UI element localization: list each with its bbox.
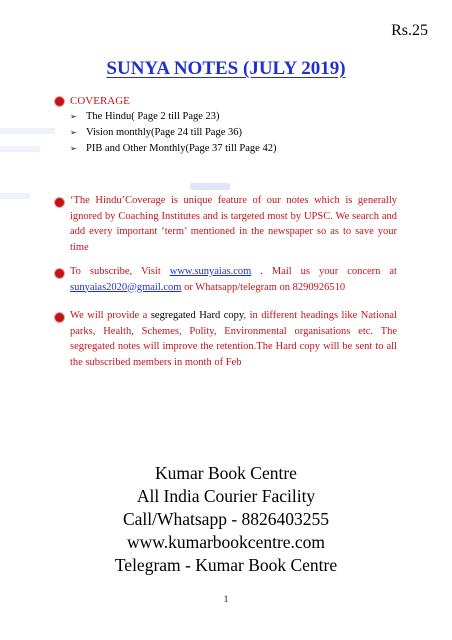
- scan-artifact: [0, 146, 40, 152]
- document-title: SUNYA NOTES (JULY 2019): [106, 58, 346, 79]
- hard-copy-text: We will provide a: [70, 310, 151, 321]
- coverage-item: PIB and Other Monthly(Page 37 till Page 42): [86, 143, 277, 154]
- hard-copy-text: , in different headings like National parks, Health, Schemes, Polity, Environmental organisations etc. The segregated notes will improve the retention.The Hard copy will be sent to all the subscribed members in month of Feb: [70, 310, 397, 368]
- watermark-mark: [190, 183, 230, 190]
- footer-line: Call/Whatsapp - 8826403255: [122, 509, 330, 529]
- hard-copy-paragraph: [70, 308, 397, 370]
- hindu-coverage-paragraph: ‘The Hindu’Coverage is unique feature of our notes which is generally ignored by Coaching Institutes and is targeted most by UPSC. We search and add every important ‘term’ mentioned in the newspaper so as to save your time: [70, 195, 397, 253]
- footer-contact-block: [0, 462, 452, 577]
- arrow-bullet-icon: ➢: [70, 128, 77, 137]
- bullet-icon: [55, 198, 64, 207]
- coverage-heading: COVERAGE: [70, 95, 130, 107]
- scan-artifact: [0, 128, 55, 134]
- list-item: [70, 125, 276, 141]
- page-number: 1: [223, 594, 229, 604]
- arrow-bullet-icon: ➢: [70, 144, 77, 153]
- footer-line: Kumar Book Centre: [155, 463, 297, 483]
- scan-artifact: [0, 193, 30, 199]
- bullet-icon: [55, 313, 64, 322]
- subscribe-text: To subscribe, Visit: [70, 266, 170, 277]
- subscribe-text: or Whatsapp/telegram on 8290926510: [181, 281, 346, 293]
- footer-line: Telegram - Kumar Book Centre: [114, 555, 338, 575]
- list-item: [70, 109, 276, 125]
- email-link[interactable]: sunyaias2020@gmail.com: [70, 281, 182, 293]
- bullet-icon: [55, 97, 64, 106]
- coverage-list: [70, 109, 276, 157]
- coverage-item: The Hindu( Page 2 till Page 23): [86, 111, 220, 122]
- price-label: Rs.25: [391, 22, 428, 39]
- subscribe-text: . Mail us your concern at: [251, 266, 397, 277]
- hard-copy-highlight: segregated Hard copy: [150, 310, 244, 321]
- list-item: [70, 141, 276, 157]
- footer-line: All India Courier Facility: [136, 486, 316, 506]
- arrow-bullet-icon: ➢: [70, 112, 77, 121]
- footer-line: www.kumarbookcentre.com: [126, 532, 326, 552]
- coverage-item: Vision monthly(Page 24 till Page 36): [86, 127, 242, 138]
- subscribe-paragraph: [70, 264, 397, 295]
- website-link[interactable]: www.sunyaias.com: [169, 266, 252, 277]
- bullet-icon: [55, 269, 64, 278]
